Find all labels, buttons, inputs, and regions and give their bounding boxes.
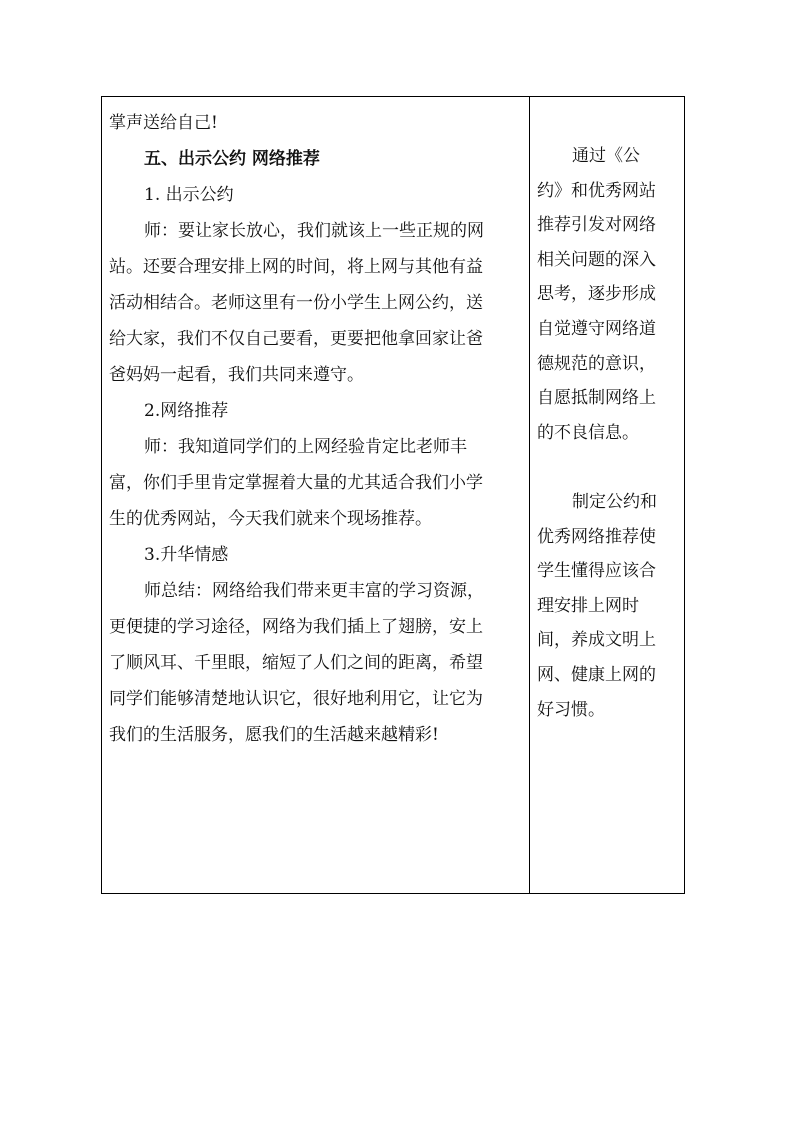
intent-line: 的不良信息。 <box>537 422 639 443</box>
section-heading: 五、出示公约 网络推荐 <box>144 149 320 169</box>
text-line: 掌声送给自己! <box>109 113 218 133</box>
intent-line: 相关问题的深入 <box>537 249 656 270</box>
lesson-plan-table <box>101 96 685 894</box>
text-line: 站。还要合理安排上网的时间，将上网与其他有益 <box>109 257 483 277</box>
text-line: 了顺风耳、千里眼，缩短了人们之间的距离，希望 <box>109 653 483 673</box>
text-line: 师总结：网络给我们带来更丰富的学习资源， <box>144 581 484 601</box>
intent-line: 自愿抵制网络上 <box>537 388 656 409</box>
text-line: 生的优秀网站，今天我们就来个现场推荐。 <box>109 509 432 529</box>
intent-line: 自觉遵守网络道 <box>537 318 656 339</box>
teaching-process-column <box>109 105 523 753</box>
design-intent-column <box>537 139 677 727</box>
intent-line: 思考，逐步形成 <box>537 284 656 305</box>
intent-line: 间，养成文明上 <box>537 630 656 651</box>
intent-line: 约》和优秀网站 <box>537 180 656 201</box>
intent-line: 优秀网络推荐使 <box>537 526 656 547</box>
subheading: 3.升华情感 <box>144 545 229 565</box>
text-line: 活动相结合。老师这里有一份小学生上网公约，送 <box>109 293 483 313</box>
subheading: 2.网络推荐 <box>144 401 229 421</box>
text-line: 师：我知道同学们的上网经验肯定比老师丰 <box>144 437 467 457</box>
text-line: 师：要让家长放心，我们就该上一些正规的网 <box>144 221 484 241</box>
text-line: 富，你们手里肯定掌握着大量的尤其适合我们小学 <box>109 473 483 493</box>
intent-line: 网、健康上网的 <box>537 664 656 685</box>
text-line: 更便捷的学习途径，网络为我们插上了翅膀，安上 <box>109 617 483 637</box>
intent-line: 通过《公 <box>572 146 640 166</box>
text-line: 爸妈妈一起看，我们共同来遵守。 <box>109 365 364 385</box>
text-line: 我们的生活服务，愿我们的生活越来越精彩! <box>109 725 439 745</box>
text-line: 同学们能够清楚地认识它，很好地利用它，让它为 <box>109 689 483 709</box>
column-divider <box>529 97 530 893</box>
intent-line: 学生懂得应该合 <box>537 561 656 582</box>
intent-line: 制定公约和 <box>572 491 657 512</box>
intent-line: 德规范的意识， <box>537 353 656 374</box>
intent-line: 理安排上网时 <box>537 595 639 616</box>
intent-line: 推荐引发对网络 <box>537 215 656 236</box>
paragraph-gap <box>537 450 677 485</box>
text-line: 给大家，我们不仅自己要看，更要把他拿回家让爸 <box>109 329 483 349</box>
subheading: 1. 出示公约 <box>144 185 234 205</box>
intent-line: 好习惯。 <box>537 699 605 720</box>
